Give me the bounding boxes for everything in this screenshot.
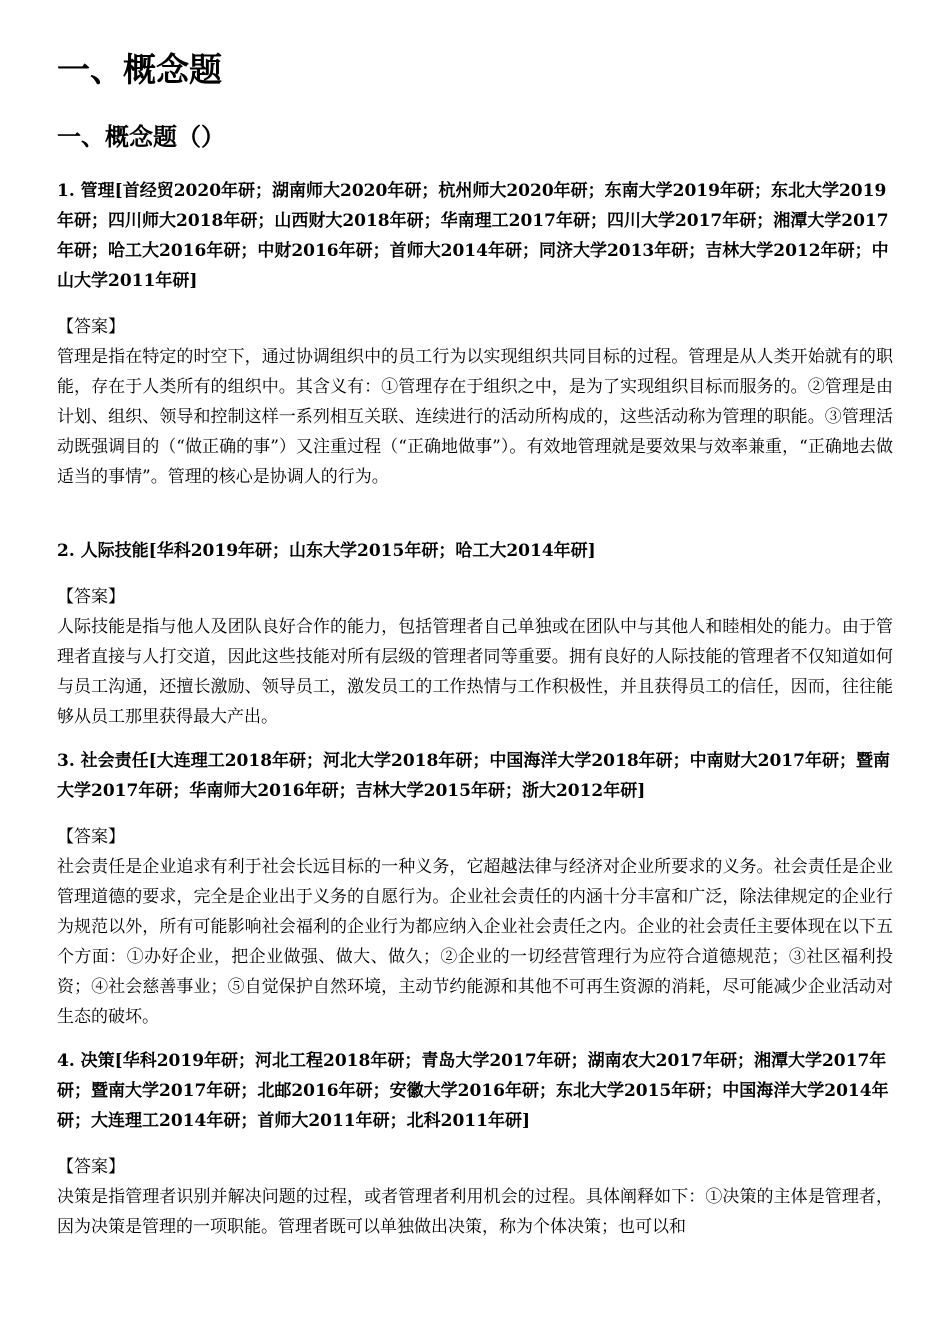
question-3-answer: 社会责任是企业追求有利于社会长远目标的一种义务，它超越法律与经济对企业所要求的义务。社会责任是企业管理道德的要求，完全是企业出于义务的自愿行为。企业社会责任的内涵十分丰富和广泛，除法律规定的企业行为规范以外，所有可能影响社会福利的企业行为都应纳入企业社会责任之内。企业的社会责任主要体现在以下五个方面：①办好企业，把企业做强、做大、做久；②企业的一切经营管理行为应符合道德规范；③社区福利投资；④社会慈善事业；⑤自觉保护自然环境，主动节约能源和其他不可再生资源的消耗，尽可能减少企业活动对生态的破坏。 <box>57 857 893 1027</box>
question-3-title: 3. 社会责任[大连理工2018年研；河北大学2018年研；中国海洋大学2018年研；中南财大2017年研；暨南大学2017年研；华南师大2016年研；吉林大学2015年研；浙大2012年研] <box>57 751 890 801</box>
question-3-answer-label: 【答案】 <box>57 827 125 847</box>
chapter-heading: 一、概念题 <box>57 50 222 89</box>
section-heading: 一、概念题（） <box>57 123 225 151</box>
question-2-answer-label: 【答案】 <box>57 587 125 607</box>
question-4-answer-label: 【答案】 <box>57 1157 125 1177</box>
question-4-title: 4. 决策[华科2019年研；河北工程2018年研；青岛大学2017年研；湖南农大2017年研；湘潭大学2017年研；暨南大学2017年研；北邮2016年研；安徽大学2016年研；东北大学2015年研；中国海洋大学2014年研；大连理工2014年研；首师大2011年研；北科2011年研] <box>57 1051 889 1131</box>
question-1-answer: 管理是指在特定的时空下，通过协调组织中的员工行为以实现组织共同目标的过程。管理是从人类开始就有的职能，存在于人类所有的组织中。其含义有：①管理存在于组织之中，是为了实现组织目标而服务的。②管理是由计划、组织、领导和控制这样一系列相互关联、连续进行的活动所构成的，这些活动称为管理的职能。③管理活动既强调目的（“做正确的事”）又注重过程（“正确地做事”）。有效地管理就是要效果与效率兼重，“正确地去做适当的事情”。管理的核心是协调人的行为。 <box>57 347 893 487</box>
question-1-answer-label: 【答案】 <box>57 317 125 337</box>
question-1-title: 1. 管理[首经贸2020年研；湖南师大2020年研；杭州师大2020年研；东南大学2019年研；东北大学2019年研；四川师大2018年研；山西财大2018年研；华南理工2017年研；四川大学2017年研；湘潭大学2017年研；哈工大2016年研；中财2016年研；首师大2014年研；同济大学2013年研；吉林大学2012年研；中山大学2011年研] <box>57 181 889 291</box>
question-2-answer: 人际技能是指与他人及团队良好合作的能力，包括管理者自己单独或在团队中与其他人和睦相处的能力。由于管理者直接与人打交道，因此这些技能对所有层级的管理者同等重要。拥有良好的人际技能的管理者不仅知道如何与员工沟通，还擅长激励、领导员工，激发员工的工作热情与工作积极性，并且获得员工的信任，因而，往往能够从员工那里获得最大产出。 <box>57 617 893 727</box>
question-4-answer: 决策是指管理者识别并解决问题的过程，或者管理者利用机会的过程。具体阐释如下：①决策的主体是管理者，因为决策是管理的一项职能。管理者既可以单独做出决策，称为个体决策；也可以和 <box>57 1187 893 1237</box>
question-2-title: 2. 人际技能[华科2019年研；山东大学2015年研；哈工大2014年研] <box>57 541 596 561</box>
